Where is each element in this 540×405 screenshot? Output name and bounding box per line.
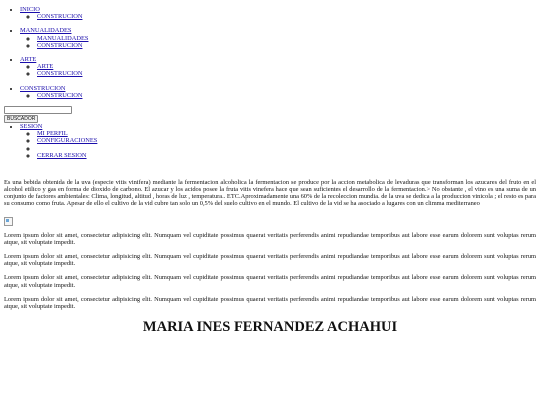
submenu-item xyxy=(37,92,536,99)
session-submenu-item xyxy=(37,130,536,137)
nav-link-manualidades[interactable]: MANUALIDADES xyxy=(20,27,72,35)
session-menu xyxy=(4,123,536,159)
page xyxy=(4,6,536,335)
session-submenu-item-empty xyxy=(37,145,536,152)
submenu-item xyxy=(37,35,536,42)
nav-item-construcion xyxy=(20,85,536,99)
nav-link-arte[interactable]: ARTE xyxy=(20,56,37,64)
submenu-arte xyxy=(20,63,536,77)
nav-item-inicio xyxy=(20,6,536,20)
logout-link[interactable]: CERRAR SESION xyxy=(37,151,87,159)
search-button[interactable]: BUSCADOR xyxy=(4,115,38,123)
session-submenu-item xyxy=(37,152,536,159)
submenu-item xyxy=(37,70,536,77)
session-submenu xyxy=(20,130,536,159)
search-input[interactable] xyxy=(4,106,72,114)
submenu-construcion xyxy=(20,92,536,99)
nav-link-inicio[interactable]: INICIO xyxy=(20,6,40,13)
profile-link[interactable]: MI PERFIL xyxy=(37,130,68,138)
submenu-link-construcion[interactable]: CONSTRUCION xyxy=(37,70,83,78)
nav-item-arte xyxy=(20,56,536,78)
submenu-link-construcion[interactable]: CONSTRUCION xyxy=(37,13,83,21)
submenu-link-construcion[interactable]: CONSTRUCION xyxy=(37,91,83,99)
session-item xyxy=(20,123,536,159)
footer-title: MARIA INES FERNANDEZ ACHAHUI xyxy=(142,319,398,336)
submenu-link-manualidades[interactable]: MANUALIDADES xyxy=(37,34,89,42)
lorem-paragraph: Lorem ipsum dolor sit amet, consectetur adipisicing elit. Numquam vel cupiditate possimus quaerat veritatis perferendis animi repudiandae temporibus aut labore esse earum dolorem sunt voluptas rerum atque, sit voluptate impedit. xyxy=(4,295,536,311)
session-link[interactable]: SESION xyxy=(20,123,43,131)
submenu-item xyxy=(37,63,536,70)
lorem-paragraph: Lorem ipsum dolor sit amet, consectetur adipisicing elit. Numquam vel cupiditate possimus quaerat veritatis perferendis animi repudiandae temporibus aut labore esse earum dolorem sunt voluptas rerum atque, sit voluptate impedit. xyxy=(4,274,536,289)
search-form xyxy=(4,106,536,123)
broken-image-icon xyxy=(4,217,13,226)
intro-paragraph: Es una bebida obtenida de la uva (especie vitis vinifera) mediante la fermentacion alcoholica la fermentacion se produce por la accion metabolica de levaduras que transforman los azucares del fruto en el alcohol etilico y gas en forma de dioxido de carbono. El azucar y los acidos posee la fruta vitis vinefera hace que sean suficientes el desarrollo de la fermentacion.> No obstante , el vino es una suma de un conjunto de factores ambientales: Clima, longitud, altitud , horas de luz , temperatura.. ETC.Aproximadamente una 60% de la recoleccion mundia. de la uva se dedica a la produccion vinicola ; el resto es para su consumo como fruta. Apesar de ello el cultivo de la vid cubre tan solo un 0,5% del suelo cultivo en el mundo. El cultivo de la vid se ha asociado a lugares con un climma mediterraneo xyxy=(4,178,536,208)
settings-link[interactable]: CONFIGURACIONES xyxy=(37,137,98,145)
submenu-link-construcion[interactable]: CONSTRUCION xyxy=(37,41,83,49)
lorem-paragraph: Lorem ipsum dolor sit amet, consectetur adipisicing elit. Numquam vel cupiditate possimus quaerat veritatis perferendis animi repudiandae temporibus aut labore esse earum dolorem sunt voluptas rerum atque, sit voluptate impedit. xyxy=(4,253,536,268)
main-nav xyxy=(4,6,536,99)
submenu-inicio xyxy=(20,13,536,20)
submenu-item xyxy=(37,13,536,20)
submenu-manualidades xyxy=(20,35,536,49)
nav-link-construcion[interactable]: CONSTRUCION xyxy=(20,84,66,92)
lorem-paragraph: Lorem ipsum dolor sit amet, consectetur adipisicing elit. Numquam vel cupiditate possimus quaerat veritatis perferendis animi repudiandae temporibus aut labore esse earum dolorem sunt voluptas rerum atque, sit voluptate impedit. xyxy=(4,231,536,246)
session-submenu-item xyxy=(37,137,536,144)
submenu-item xyxy=(37,42,536,49)
nav-item-manualidades xyxy=(20,27,536,49)
submenu-link-arte[interactable]: ARTE xyxy=(37,63,54,71)
